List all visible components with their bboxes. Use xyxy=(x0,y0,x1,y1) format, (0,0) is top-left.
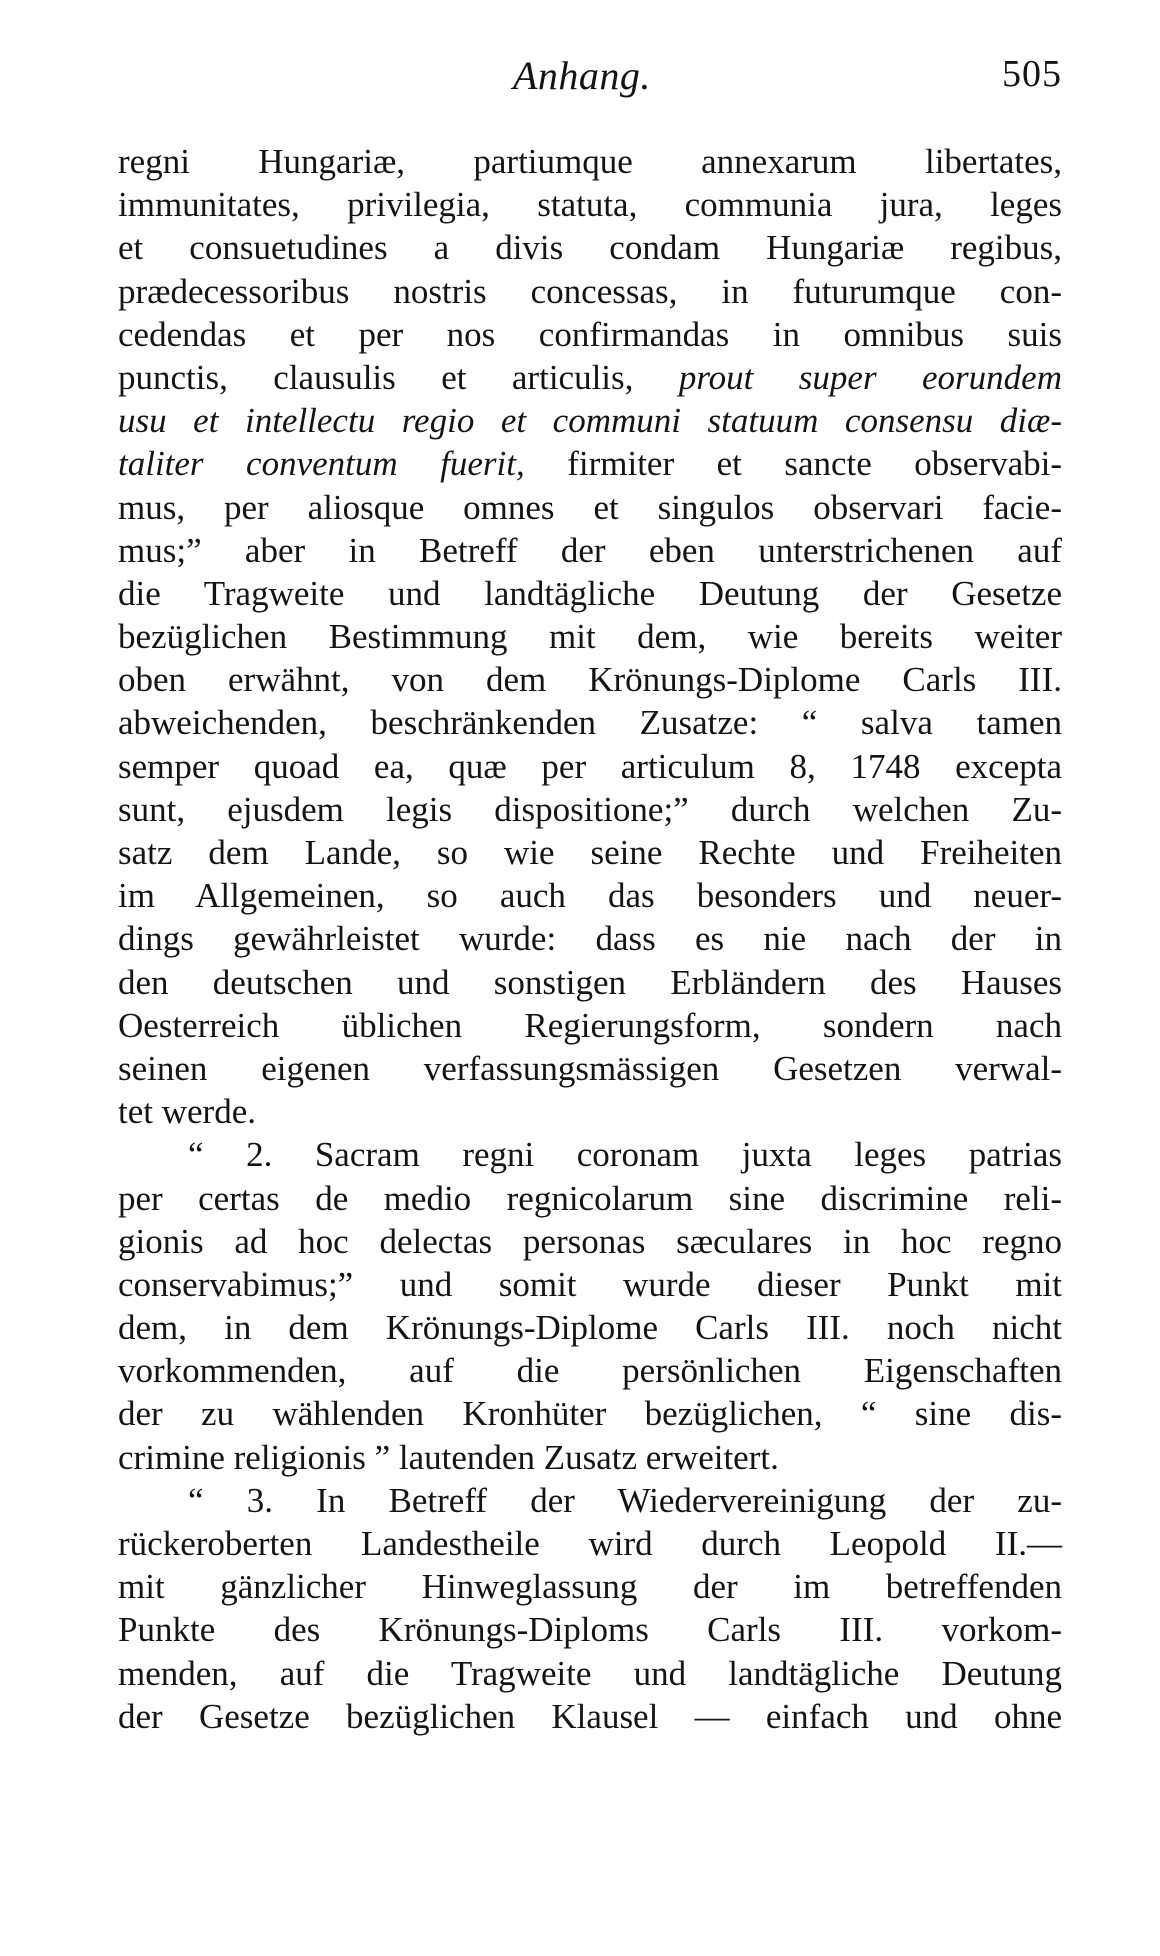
text-line xyxy=(118,1522,1062,1565)
text-span: mit gänzlicher Hinweglassung der im betreffenden xyxy=(118,1567,1062,1607)
text-line xyxy=(118,1349,1062,1392)
text-line xyxy=(118,1220,1062,1263)
text-line xyxy=(118,1047,1062,1090)
text-line xyxy=(118,615,1062,658)
text-line xyxy=(118,356,1062,399)
text-span: Oesterreich üblichen Regierungsform, sondern nach xyxy=(118,1005,1062,1045)
text-line xyxy=(118,1392,1062,1435)
text-span: im Allgemeinen, so auch das besonders und neuer- xyxy=(118,876,1062,916)
text-line xyxy=(118,1565,1062,1608)
text-line xyxy=(118,745,1062,788)
text-line xyxy=(118,1177,1062,1220)
text-span: seinen eigenen verfassungsmässigen Gesetzen verwal- xyxy=(118,1048,1062,1088)
text-span: abweichenden, beschränkenden Zusatze: “ salva tamen xyxy=(118,703,1062,743)
italic-text-span: usu et intellectu regio et communi statuum consensu diæ- xyxy=(118,401,1062,441)
text-span: dings gewährleistet wurde: dass es nie nach der in xyxy=(118,919,1062,959)
body-text xyxy=(118,140,1062,1738)
text-span: bezüglichen Bestimmung mit dem, wie bereits weiter xyxy=(118,617,1062,657)
text-span: crimine religionis ” lautenden Zusatz erweitert. xyxy=(118,1437,779,1477)
text-span: tet werde. xyxy=(118,1092,256,1132)
text-span: menden, auf die Tragweite und landtägliche Deutung xyxy=(118,1653,1062,1693)
text-line xyxy=(118,529,1062,572)
text-span: Punkte des Krönungs-Diploms Carls III. vorkom- xyxy=(118,1610,1062,1650)
text-line xyxy=(118,874,1062,917)
text-line xyxy=(118,831,1062,874)
text-span: rückeroberten Landestheile wird durch Leopold II.— xyxy=(118,1524,1062,1563)
text-span: punctis, clausulis et articulis, xyxy=(118,357,679,397)
text-line xyxy=(118,1652,1062,1695)
text-line xyxy=(118,226,1062,269)
text-line xyxy=(118,270,1062,313)
text-span: oben erwähnt, von dem Krönungs-Diplome Carls III. xyxy=(118,660,1062,700)
text-span: semper quoad ea, quæ per articulum 8, 1748 excepta xyxy=(118,746,1062,786)
page-header xyxy=(118,52,1062,112)
text-span: conservabimus;” und somit wurde dieser Punkt mit xyxy=(118,1264,1062,1304)
text-line xyxy=(118,1608,1062,1651)
text-span: “ 2. Sacram regni coronam juxta leges patrias xyxy=(188,1135,1062,1175)
text-line xyxy=(118,1004,1062,1047)
text-span: vorkommenden, auf die persönlichen Eigenschaften xyxy=(118,1351,1062,1391)
text-line xyxy=(118,1695,1062,1738)
text-line xyxy=(118,399,1062,442)
text-line xyxy=(118,788,1062,831)
text-span: firmiter et sancte observabi- xyxy=(524,444,1062,484)
text-span: die Tragweite und landtägliche Deutung der Gesetze xyxy=(118,573,1062,613)
text-span: et consuetudines a divis condam Hungariæ regibus, xyxy=(118,228,1062,268)
text-span: mus, per aliosque omnes et singulos observari facie- xyxy=(118,487,1062,527)
italic-text-span: taliter conventum fuerit, xyxy=(118,444,525,484)
text-line xyxy=(118,658,1062,701)
italic-text-span: prout super eorundem xyxy=(678,357,1062,397)
text-line xyxy=(118,961,1062,1004)
text-span: cedendas et per nos confirmandas in omnibus suis xyxy=(118,314,1062,354)
text-line xyxy=(118,486,1062,529)
text-line xyxy=(118,1090,1062,1133)
text-span: sunt, ejusdem legis dispositione;” durch welchen Zu- xyxy=(118,789,1062,829)
text-span: dem, in dem Krönungs-Diplome Carls III. noch nicht xyxy=(118,1308,1062,1348)
text-line xyxy=(118,442,1062,485)
text-span: gionis ad hoc delectas personas sæculares in hoc regno xyxy=(118,1221,1062,1261)
text-span: immunitates, privilegia, statuta, communia jura, leges xyxy=(118,185,1062,225)
text-line xyxy=(118,1306,1062,1349)
text-span: mus;” aber in Betreff der eben unterstrichenen auf xyxy=(118,530,1062,570)
text-line xyxy=(118,1263,1062,1306)
text-line xyxy=(118,1479,1062,1522)
text-span: der zu wählenden Kronhüter bezüglichen, “ sine dis- xyxy=(118,1394,1062,1434)
text-line xyxy=(118,572,1062,615)
text-span: der Gesetze bezüglichen Klausel — einfach und ohne xyxy=(118,1696,1062,1736)
text-line xyxy=(118,313,1062,356)
text-span: per certas de medio regnicolarum sine discrimine reli- xyxy=(118,1178,1062,1218)
text-span: satz dem Lande, so wie seine Rechte und Freiheiten xyxy=(118,833,1062,872)
running-head: Anhang. xyxy=(513,53,651,98)
text-span: den deutschen und sonstigen Erbländern des Hauses xyxy=(118,962,1062,1002)
text-span: prædecessoribus nostris concessas, in futurumque con- xyxy=(118,271,1062,311)
text-line xyxy=(118,701,1062,744)
text-line xyxy=(118,1436,1062,1479)
text-line xyxy=(118,140,1062,183)
text-line xyxy=(118,183,1062,226)
text-span: regni Hungariæ, partiumque annexarum libertates, xyxy=(118,142,1062,181)
page-number: 505 xyxy=(1002,53,1062,95)
text-span: “ 3. In Betreff der Wiedervereinigung der zu- xyxy=(188,1480,1062,1520)
text-line xyxy=(118,917,1062,960)
text-line xyxy=(118,1133,1062,1176)
